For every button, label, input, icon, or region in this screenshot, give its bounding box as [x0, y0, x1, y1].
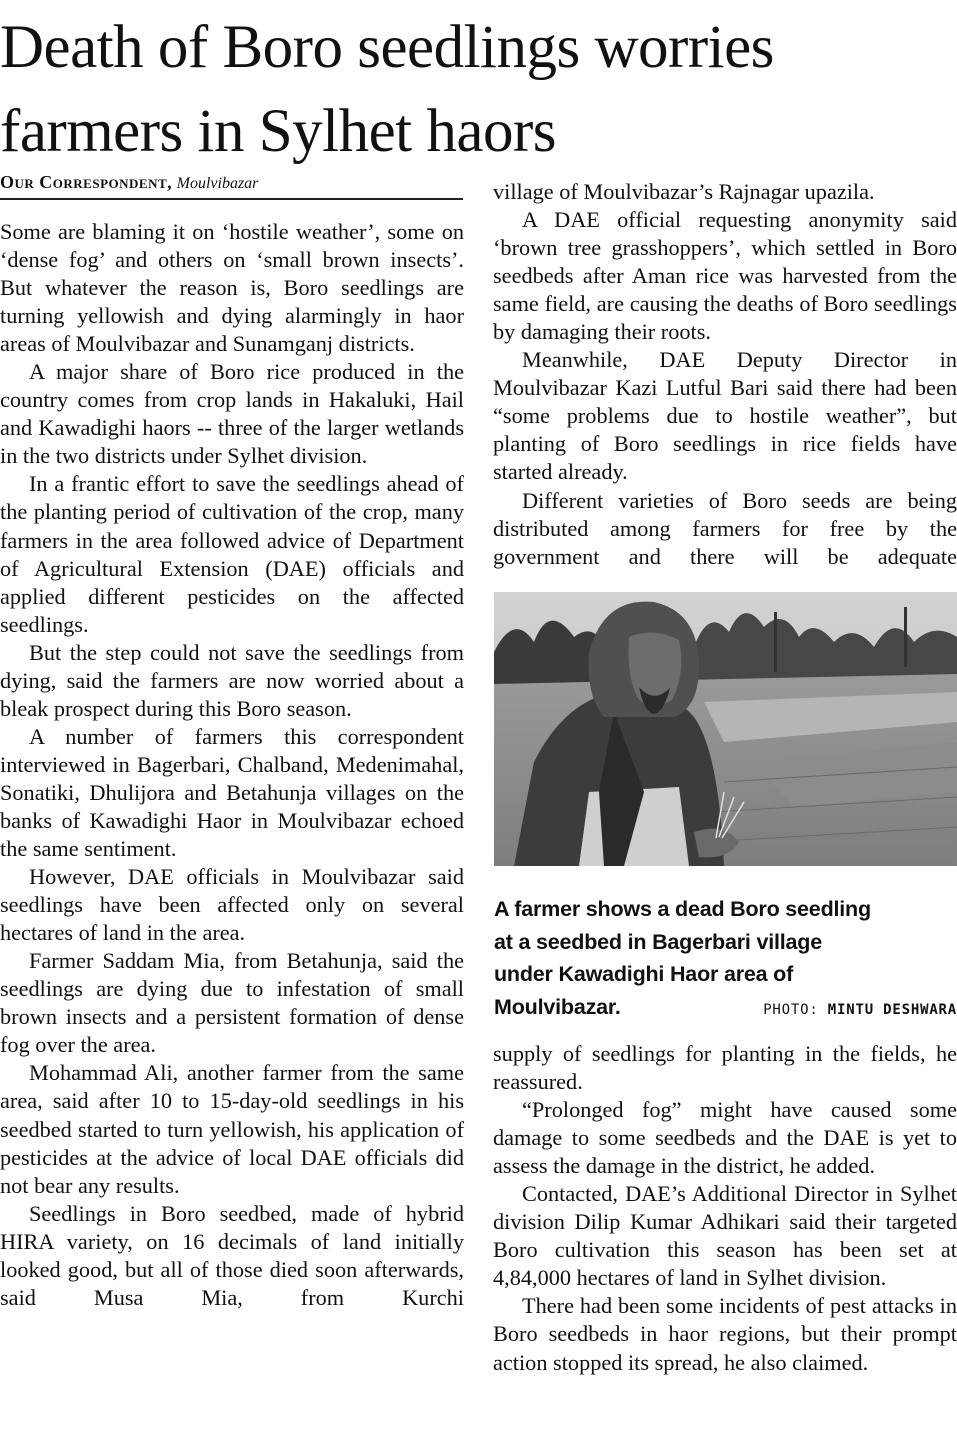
article-column-right-top [493, 178, 957, 571]
caption-line: at a seedbed in Bagerbari village [494, 929, 822, 954]
paragraph: Farmer Saddam Mia, from Betahunja, said the seedlings are dying due to infestation of small brown insects and a persistent formation of dense fog over the area. [0, 948, 464, 1058]
headline [0, 6, 957, 174]
photo-credit-label: PHOTO: [763, 1002, 819, 1018]
photo-credit [763, 1002, 957, 1018]
headline-line-1: Death of Boro seedlings worries [0, 14, 774, 81]
paragraph: A number of farmers this correspondent interviewed in Bagerbari, Chalband, Medenimahal, Sonatiki, Dhulijora and Betahunja villages on the banks of Kawadighi Haor in Moulvibazar echoed the same sentiment. [0, 723, 464, 862]
caption-line: Moulvibazar. [494, 994, 621, 1019]
paragraph: Mohammad Ali, another farmer from the same area, said after 10 to 15-day-old seedlings in his seedbed started to turn yellowish, his application of pesticides at the advice of local DAE officials did not bear any results. [0, 1060, 464, 1198]
paragraph: Seedlings in Boro seedbed, made of hybrid HIRA variety, on 16 decimals of land initially looked good, but all of those died soon afterwards, said Musa Mia, from Kurchi [0, 1200, 464, 1310]
paragraph: A DAE official requesting anonymity said ‘brown tree grasshoppers’, which settled in Boro seedbeds after Aman rice was harvested from the same field, are causing the deaths of Boro seedlings by damaging their roots. [493, 207, 957, 345]
paragraph: Meanwhile, DAE Deputy Director in Moulvibazar Kazi Lutful Bari said there had been “some problems due to hostile weather”, but planting of Boro seedlings in rice fields have started already. [493, 347, 957, 485]
byline-author: Our Correspondent, [0, 172, 173, 192]
paragraph: Different varieties of Boro seeds are being distributed among farmers for free by the government and there will be adequate [493, 487, 957, 569]
caption-line: under Kawadighi Haor area of [494, 962, 794, 986]
paragraph: “Prolonged fog” might have caused some damage to some seedbeds and the DAE is yet to assess the damage in the district, he added. [493, 1097, 957, 1179]
news-photo [494, 592, 957, 866]
article-column-left [0, 218, 464, 1312]
paragraph: In a frantic effort to save the seedlings ahead of the planting period of cultivation of the crop, many farmers in the area followed advice of Department of Agricultural Extension (DAE) officials and applied different pesticides on the affected seedlings. [0, 471, 464, 637]
paragraph: village of Moulvibazar’s Rajnagar upazila. [493, 179, 875, 204]
byline [0, 170, 463, 200]
photo-credit-name: MINTU DESHWARA [827, 1002, 957, 1018]
article-column-right-bottom [493, 1040, 957, 1377]
paragraph: supply of seedlings for planting in the fields, he reassured. [493, 1041, 957, 1095]
paragraph: A major share of Boro rice produced in the country comes from crop lands in Hakaluki, Hail and Kawadighi haors -- three of the larger wetlands in the two districts under Sylhet division. [0, 359, 464, 469]
farmer-photo-illustration [494, 592, 957, 866]
paragraph: There had been some incidents of pest attacks in Boro seedbeds in haor regions, but their prompt action stopped its spread, he also claimed. [493, 1293, 957, 1375]
caption-line: A farmer shows a dead Boro seedling [494, 897, 871, 921]
paragraph: But the step could not save the seedlings from dying, said the farmers are now worried about a bleak prospect during this Boro season. [0, 639, 464, 721]
headline-line-2: farmers in Sylhet haors [0, 98, 556, 165]
paragraph: Contacted, DAE’s Additional Director in Sylhet division Dilip Kumar Adhikari said their targeted Boro cultivation this season has been set at 4,84,000 hectares of land in Sylhet division. [493, 1181, 957, 1291]
paragraph: Some are blaming it on ‘hostile weather’, some on ‘dense fog’ and others on ‘small brown insects’. But whatever the reason is, Boro seedlings are turning yellowish and dying alarmingly in haor areas of Moulvibazar and Sunamganj districts. [0, 219, 464, 357]
paragraph: However, DAE officials in Moulvibazar said seedlings have been affected only on several hectares of land in the area. [0, 864, 464, 946]
byline-location: Moulvibazar [176, 175, 259, 192]
